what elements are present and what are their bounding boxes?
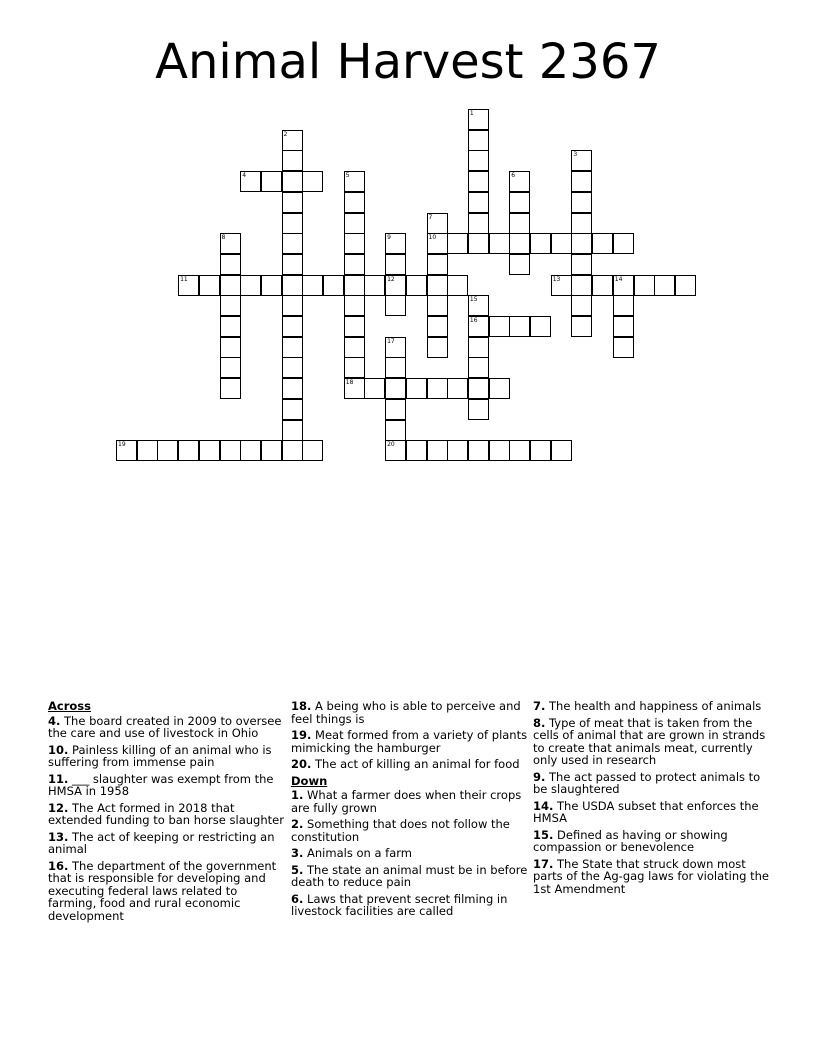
- grid-cell[interactable]: [199, 440, 220, 461]
- grid-cell[interactable]: [178, 275, 199, 296]
- clue-column-3: [533, 700, 773, 899]
- grid-cell[interactable]: [571, 254, 592, 275]
- grid-cell[interactable]: [220, 440, 241, 461]
- grid-cell[interactable]: [509, 213, 530, 234]
- clue-across-19: 19. Meat formed from a variety of plants mimicking the hamburger: [291, 728, 528, 755]
- grid-cell[interactable]: [220, 295, 241, 316]
- grid-cell[interactable]: [468, 233, 489, 254]
- grid-cell[interactable]: [220, 254, 241, 275]
- grid-cell[interactable]: [427, 295, 448, 316]
- grid-cell[interactable]: [427, 275, 448, 296]
- grid-cell[interactable]: [592, 275, 613, 296]
- clue-number: 3: [573, 151, 578, 159]
- grid-cell[interactable]: [344, 295, 365, 316]
- grid-cell[interactable]: [427, 337, 448, 358]
- grid-cell[interactable]: [385, 420, 406, 441]
- grid-cell[interactable]: [571, 275, 592, 296]
- clue-number: 1: [469, 110, 474, 117]
- grid-cell[interactable]: [220, 357, 241, 378]
- grid-cell[interactable]: [385, 378, 406, 399]
- grid-cell[interactable]: [385, 357, 406, 378]
- clue-down-8: 8. Type of meat that is taken from the cells of animal that are grown in strands to create that animals meat, currently only used in research: [533, 715, 766, 767]
- grid-cell[interactable]: [344, 213, 365, 234]
- grid-cell[interactable]: [344, 254, 365, 275]
- grid-cell[interactable]: [302, 171, 323, 192]
- grid-cell[interactable]: [427, 440, 448, 461]
- grid-cell[interactable]: [447, 440, 468, 461]
- across-heading: Across: [48, 699, 91, 713]
- grid-cell[interactable]: [344, 316, 365, 337]
- clue-number: 18: [345, 379, 354, 387]
- grid-cell[interactable]: [220, 275, 241, 296]
- grid-cell[interactable]: [427, 213, 448, 234]
- clue-down-14: 14. The USDA subset that enforces the HMSA: [533, 798, 759, 825]
- clue-number: 4: [242, 172, 247, 180]
- grid-cell[interactable]: [468, 150, 489, 171]
- grid-cell[interactable]: [282, 337, 303, 358]
- clue-number: 12: [387, 275, 395, 283]
- grid-cell[interactable]: [344, 357, 365, 378]
- grid-cell[interactable]: [406, 378, 427, 399]
- grid-cell[interactable]: [571, 213, 592, 234]
- clue-down-2: 2. Something that does not follow the constitution: [291, 817, 510, 844]
- grid-cell[interactable]: [447, 378, 468, 399]
- grid-cell[interactable]: [489, 233, 510, 254]
- grid-cell[interactable]: [489, 440, 510, 461]
- grid-cell[interactable]: [427, 378, 448, 399]
- clue-number: 2: [283, 130, 288, 138]
- grid-cell[interactable]: [282, 440, 303, 461]
- grid-cell[interactable]: [302, 440, 323, 461]
- clue-number: 14: [614, 275, 623, 283]
- grid-cell[interactable]: [385, 295, 406, 316]
- crossword-grid: [0, 0, 816, 470]
- grid-cell[interactable]: [282, 171, 303, 192]
- clue-number: 20: [387, 441, 395, 449]
- clue-across-4: 4. The board created in 2009 to oversee the care and use of livestock in Ohio: [48, 713, 282, 740]
- grid-cell[interactable]: [654, 275, 675, 296]
- clue-down-6: 6. Laws that prevent secret filming in livestock facilities are called: [291, 891, 508, 918]
- grid-cell[interactable]: [571, 171, 592, 192]
- grid-cell[interactable]: [220, 378, 241, 399]
- grid-cell[interactable]: [509, 440, 530, 461]
- clue-number: 6: [511, 172, 516, 180]
- grid-cell[interactable]: [613, 295, 634, 316]
- grid-cell[interactable]: [220, 316, 241, 337]
- grid-cell[interactable]: [282, 213, 303, 234]
- grid-cell[interactable]: [282, 420, 303, 441]
- clue-across-18: 18. A being who is able to perceive and feel things is: [291, 699, 521, 726]
- puzzle-title: Animal Harvest 2367: [155, 34, 661, 90]
- grid-cell[interactable]: [282, 275, 303, 296]
- grid-cell[interactable]: [385, 399, 406, 420]
- grid-cell[interactable]: [157, 440, 178, 461]
- grid-cell[interactable]: [468, 337, 489, 358]
- grid-cell[interactable]: [282, 254, 303, 275]
- grid-cell[interactable]: [447, 233, 468, 254]
- grid-cell[interactable]: [406, 440, 427, 461]
- clue-down-1: 1. What a farmer does when their crops are fully grown: [291, 788, 522, 815]
- grid-cell[interactable]: [344, 275, 365, 296]
- grid-cell[interactable]: [261, 440, 282, 461]
- clue-down-3: 3. Animals on a farm: [291, 846, 412, 860]
- grid-cell[interactable]: [592, 233, 613, 254]
- grid-cell[interactable]: [199, 275, 220, 296]
- clue-across-12: 12. The Act formed in 2018 that extended funding to ban horse slaughter: [48, 800, 284, 827]
- grid-cell[interactable]: [261, 171, 282, 192]
- grid-cell[interactable]: [427, 254, 448, 275]
- clue-number: 13: [552, 275, 561, 283]
- grid-cell[interactable]: [344, 192, 365, 213]
- grid-cell[interactable]: [613, 275, 634, 296]
- clue-number: 5: [345, 172, 350, 180]
- clue-across-10: 10. Painless killing of an animal who is suffering from immense pain: [48, 742, 272, 769]
- grid-cell[interactable]: [530, 233, 551, 254]
- grid-cell[interactable]: [489, 316, 510, 337]
- clue-number: 8: [221, 234, 226, 242]
- grid-cell[interactable]: [282, 150, 303, 171]
- clue-down-9: 9. The act passed to protect animals to be slaughtered: [533, 769, 761, 796]
- grid-cell[interactable]: [509, 171, 530, 192]
- grid-cell[interactable]: [137, 440, 158, 461]
- grid-cell[interactable]: [427, 316, 448, 337]
- grid-cell[interactable]: [468, 316, 489, 337]
- grid-cell[interactable]: [220, 233, 241, 254]
- clue-number: 9: [387, 234, 391, 242]
- grid-cell[interactable]: [282, 357, 303, 378]
- clue-number: 7: [428, 213, 433, 221]
- grid-cell[interactable]: [116, 440, 137, 461]
- clue-down-15: 15. Defined as having or showing compassion or benevolence: [533, 827, 728, 854]
- grid-cell[interactable]: [261, 275, 282, 296]
- grid-cell[interactable]: [220, 337, 241, 358]
- clue-number: 10: [428, 234, 437, 242]
- grid-cell[interactable]: [468, 440, 489, 461]
- grid-cell[interactable]: [571, 316, 592, 337]
- clue-across-13: 13. The act of keeping or restricting an animal: [48, 829, 275, 856]
- grid-cell[interactable]: [509, 316, 530, 337]
- grid-cell[interactable]: [282, 192, 303, 213]
- grid-cell[interactable]: [468, 130, 489, 151]
- clue-across-16: 16. The department of the government that is responsible for developing and executing federal laws related to farming, food and rural economic development: [48, 858, 277, 923]
- grid-cell[interactable]: [385, 337, 406, 358]
- grid-cell[interactable]: [613, 233, 634, 254]
- grid-cell[interactable]: [468, 295, 489, 316]
- clue-column-2: [291, 700, 531, 922]
- clue-number: 11: [180, 275, 188, 283]
- grid-cell[interactable]: [571, 233, 592, 254]
- grid-cell[interactable]: [282, 316, 303, 337]
- grid-cell[interactable]: [282, 295, 303, 316]
- grid-cell[interactable]: [385, 440, 406, 461]
- grid-cell[interactable]: [551, 275, 572, 296]
- grid-cell[interactable]: [468, 213, 489, 234]
- grid-cell[interactable]: [178, 440, 199, 461]
- grid-cell[interactable]: [282, 233, 303, 254]
- grid-cell[interactable]: [613, 316, 634, 337]
- grid-cell[interactable]: [509, 192, 530, 213]
- grid-cell[interactable]: [240, 440, 261, 461]
- grid-cell[interactable]: [282, 130, 303, 151]
- grid-cell[interactable]: [571, 192, 592, 213]
- clue-number: 19: [118, 441, 126, 449]
- grid-cell[interactable]: [240, 275, 261, 296]
- grid-cell[interactable]: [468, 378, 489, 399]
- grid-cell[interactable]: [468, 109, 489, 130]
- clue-down-5: 5. The state an animal must be in before death to reduce pain: [291, 862, 528, 889]
- grid-cell[interactable]: [344, 378, 365, 399]
- grid-cell[interactable]: [282, 378, 303, 399]
- grid-cell[interactable]: [385, 254, 406, 275]
- grid-cell[interactable]: [282, 399, 303, 420]
- grid-cell[interactable]: [613, 337, 634, 358]
- grid-cell[interactable]: [571, 295, 592, 316]
- grid-cell[interactable]: [468, 171, 489, 192]
- grid-cell[interactable]: [364, 275, 385, 296]
- grid-cell[interactable]: [468, 192, 489, 213]
- grid-cell[interactable]: [447, 275, 468, 296]
- grid-cell[interactable]: [530, 440, 551, 461]
- grid-cell[interactable]: [634, 275, 655, 296]
- down-heading: Down: [291, 773, 328, 788]
- grid-cell[interactable]: [489, 378, 510, 399]
- clue-down-7: 7. The health and happiness of animals: [533, 699, 762, 713]
- grid-cell[interactable]: [344, 337, 365, 358]
- grid-cell[interactable]: [385, 275, 406, 296]
- grid-cell[interactable]: [468, 399, 489, 420]
- clue-across-20: 20. The act of killing an animal for food: [291, 757, 520, 771]
- clue-across-11: 11. ___ slaughter was exempt from the HMSA in 1958: [48, 771, 274, 798]
- grid-cell[interactable]: [551, 233, 572, 254]
- clue-down-17: 17. The State that struck down most parts of the Ag-gag laws for violating the 1st Amendment: [533, 856, 769, 896]
- grid-cell[interactable]: [344, 233, 365, 254]
- grid-cell[interactable]: [302, 275, 323, 296]
- clue-number: 16: [469, 317, 478, 324]
- grid-cell[interactable]: [344, 171, 365, 192]
- clue-column-1: [48, 700, 288, 926]
- grid-cell[interactable]: [551, 440, 572, 461]
- grid-cell[interactable]: [323, 275, 344, 296]
- grid-cell[interactable]: [530, 316, 551, 337]
- grid-cell[interactable]: [509, 233, 530, 254]
- clue-number: 15: [469, 296, 478, 304]
- grid-cell[interactable]: [509, 254, 530, 275]
- grid-cell[interactable]: [364, 378, 385, 399]
- grid-cell[interactable]: [427, 233, 448, 254]
- grid-cell[interactable]: [571, 150, 592, 171]
- grid-cell[interactable]: [468, 357, 489, 378]
- grid-cell[interactable]: [675, 275, 696, 296]
- clue-number: 17: [387, 337, 395, 345]
- grid-cell[interactable]: [406, 275, 427, 296]
- grid-cell[interactable]: [240, 171, 261, 192]
- grid-cell[interactable]: [385, 233, 406, 254]
